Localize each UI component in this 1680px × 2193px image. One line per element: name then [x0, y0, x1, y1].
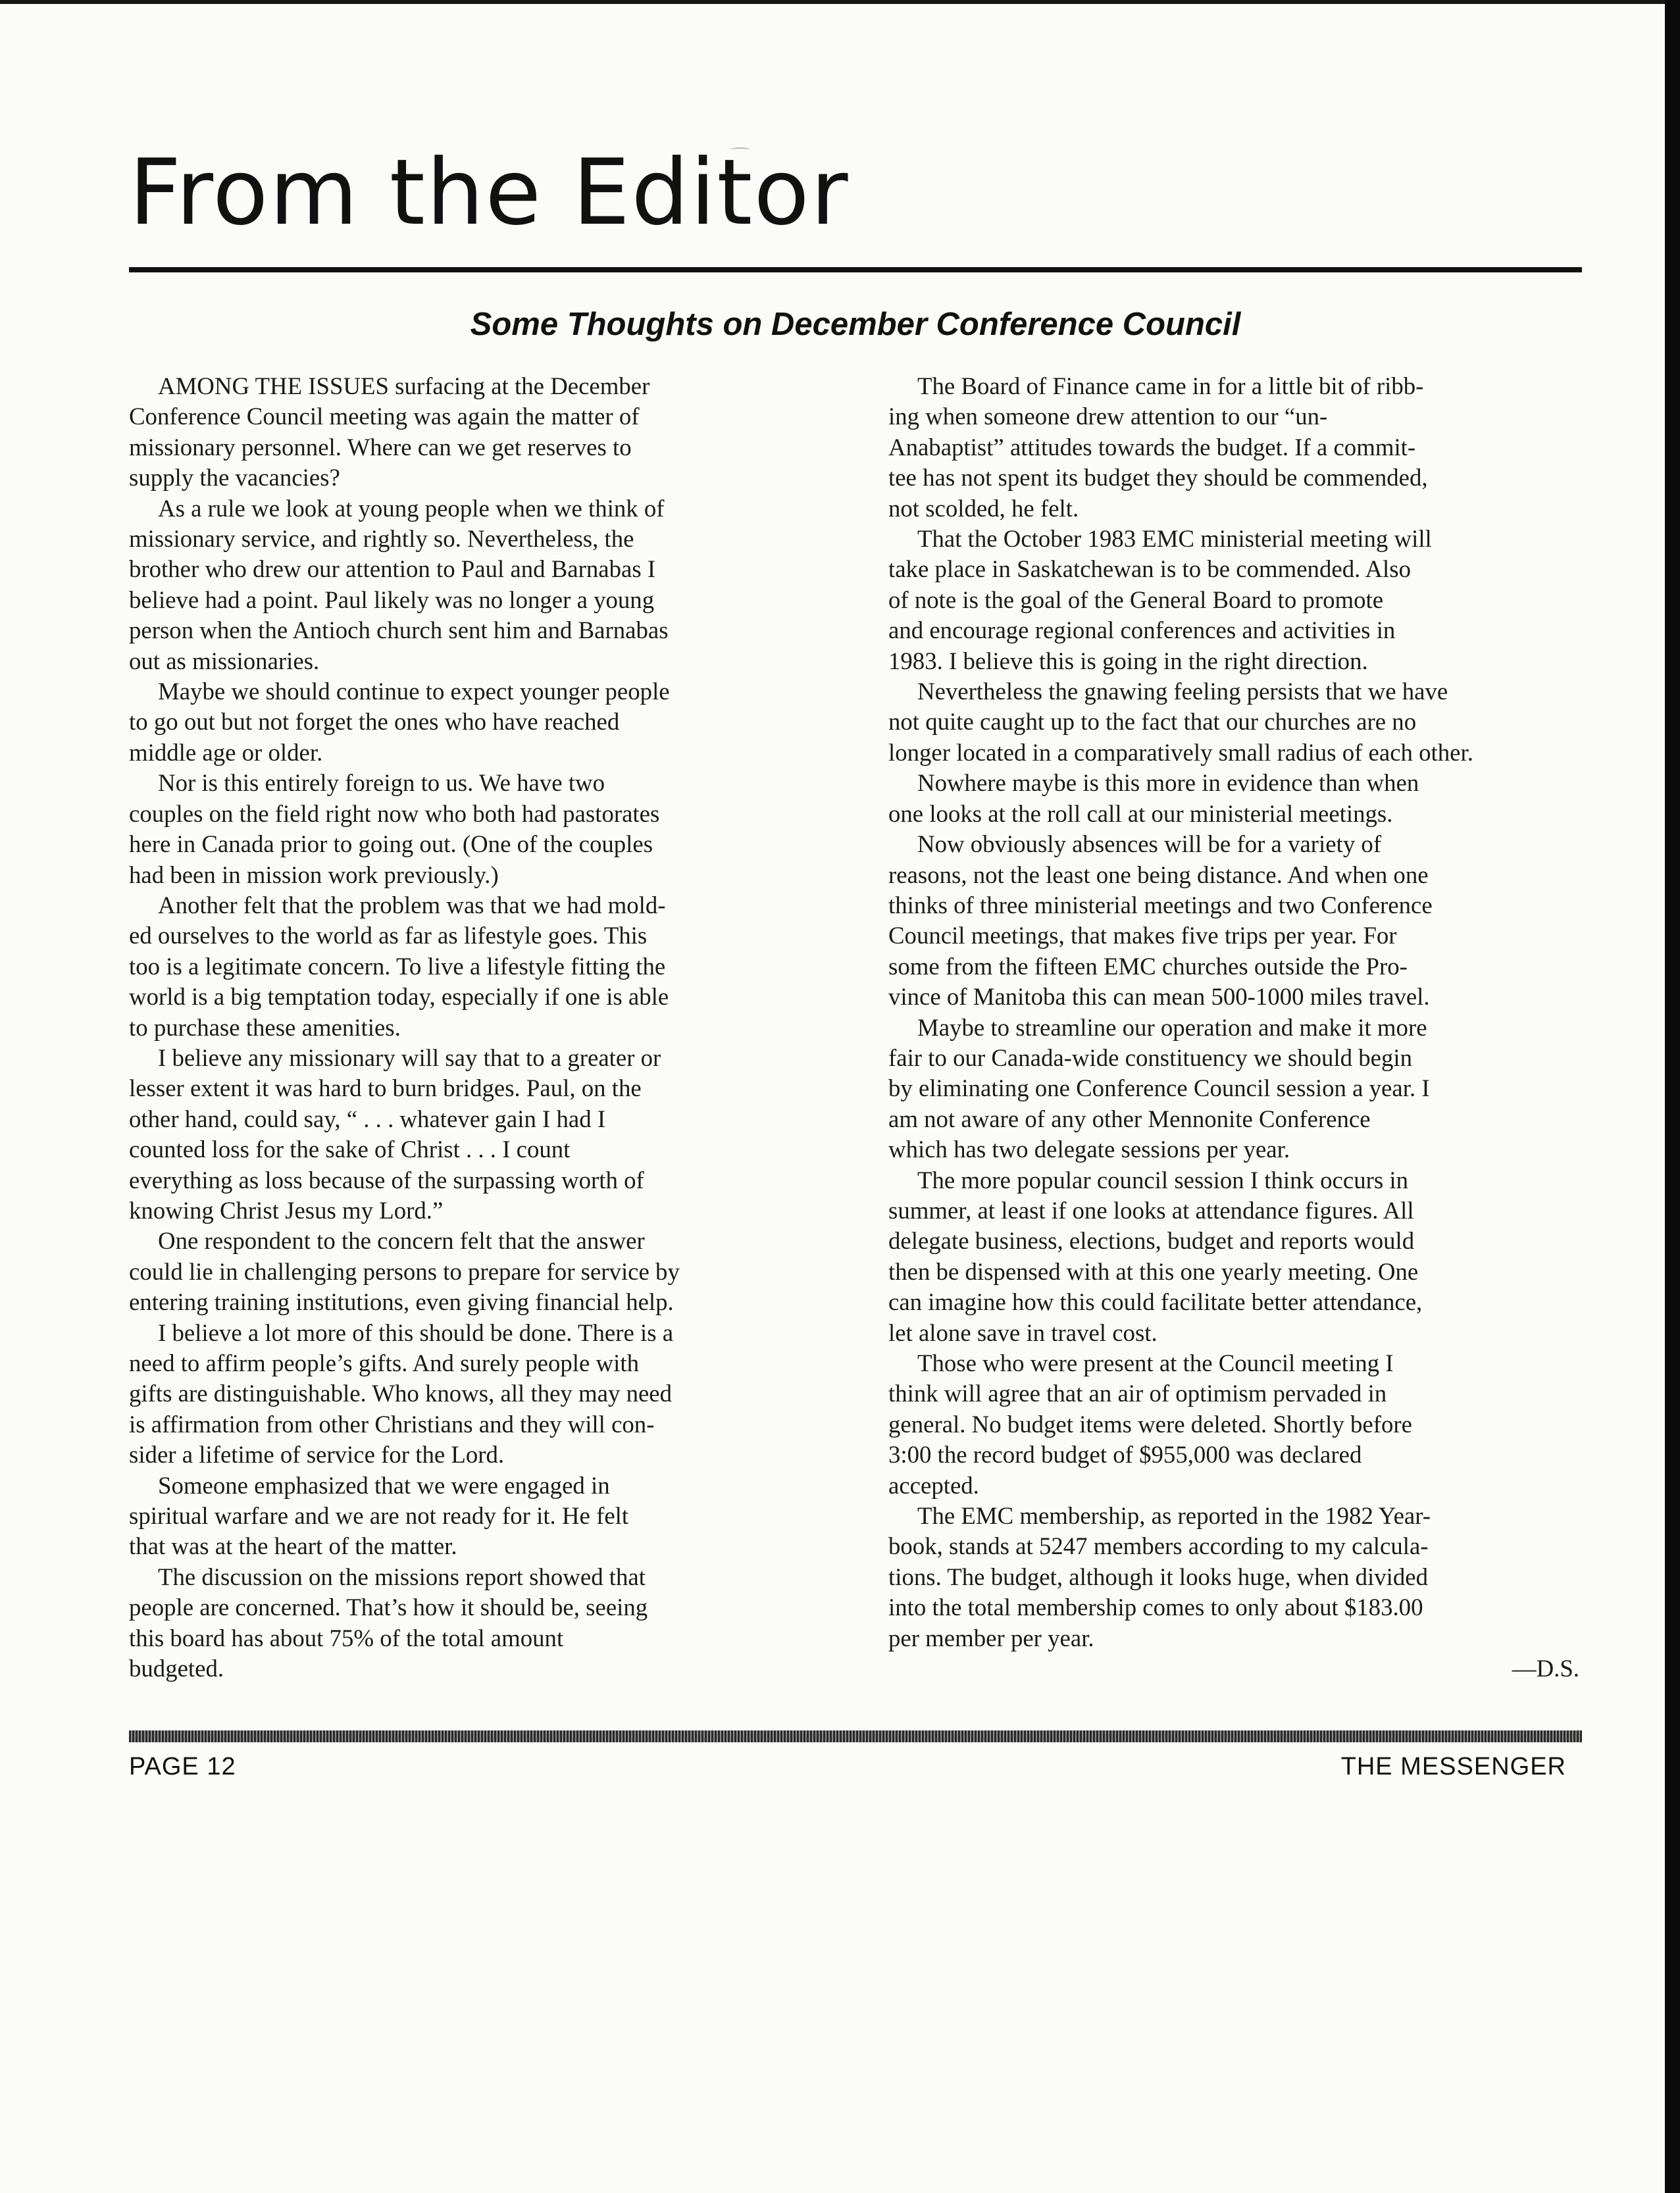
paragraph: Maybe we should continue to expect younger people to go out but not forget the ones who have reached middle age or older.: [129, 678, 670, 766]
paragraph: Another felt that the problem was that we had mold- ed ourselves to the world as far as lifestyle goes. This too is a legitimate concern. To live a lifestyle fitting the world is a big temptation today, especially if one is able to purchase these amenities.: [129, 891, 669, 1041]
paragraph: Maybe to streamline our operation and make it more fair to our Canada-wide constituency we should begin by eliminating one Conference Council session a year. I am not aware of any other Mennonite Conference which has two delegate sessions per year.: [888, 1013, 1430, 1163]
paragraph: Someone emphasized that we were engaged in spiritual warfare and we are not ready for it. He felt that was at the heart of the matter.: [129, 1471, 629, 1560]
article-column-right: [888, 371, 1586, 1653]
paragraph: The discussion on the missions report showed that people are concerned. That’s how it should be, seeing this board has about 75% of the total amount budgeted.: [129, 1563, 648, 1682]
publication-name: THE MESSENGER: [1340, 1753, 1566, 1780]
paragraph: As a rule we look at young people when we think of missionary service, and rightly so. Nevertheless, the brother who drew our attention to Paul and Barnabas I believe had a point. Paul likely was no longer a young person when the Antioch church sent him and Barnabas out as missionaries.: [129, 494, 669, 674]
scan-edge: [1665, 0, 1680, 2193]
paragraph: AMONG THE ISSUES surfacing at the December Conference Council meeting was again the matter of missionary personnel. Where can we get reserves to supply the vacancies?: [129, 372, 650, 492]
paragraph: Those who were present at the Council meeting I think will agree that an air of optimism pervaded in general. No budget items were deleted. Shortly before 3:00 the record budget of $955,000 was declared accepted.: [888, 1349, 1412, 1499]
footer-rule: [129, 1730, 1582, 1742]
paragraph: One respondent to the concern felt that the answer could lie in challenging persons to prepare for service by entering training institutions, even giving financial help.: [129, 1227, 680, 1316]
article-column-left: [129, 371, 827, 1684]
section-title: From the Editor: [129, 139, 850, 245]
author-signature: —D.S.: [1512, 1655, 1579, 1682]
paragraph: Now obviously absences will be for a variety of reasons, not the least one being distance. And when one thinks of three ministerial meetings and two Conference Council meetings, that makes five trips per year. For some from the fifteen EMC churches outside the Pro- vince of Manitoba this can mean 500-1000 miles travel.: [888, 830, 1433, 1011]
title-rule: [129, 267, 1582, 272]
paragraph: The EMC membership, as reported in the 1982 Year- book, stands at 5247 members according to my calcula- tions. The budget, although it looks huge, when divided into the total membership comes to only about $183.00 per member per year.: [888, 1502, 1431, 1651]
paragraph: Nor is this entirely foreign to us. We have two couples on the field right now who both had pastorates here in Canada prior to going out. (One of the couples had been in mission work previously.): [129, 769, 660, 888]
article-headline: Some Thoughts on December Conference Council: [470, 307, 1241, 342]
page-number: PAGE 12: [129, 1753, 236, 1780]
paragraph: The Board of Finance came in for a little bit of ribb- ing when someone drew attention to our “un- Anabaptist” attitudes towards the budget. If a commit- tee has not spent its budget they should be commended, not scolded, he felt.: [888, 372, 1428, 522]
paragraph: Nowhere maybe is this more in evidence than when one looks at the roll call at our ministerial meetings.: [888, 769, 1419, 827]
paragraph: That the October 1983 EMC ministerial meeting will take place in Saskatchewan is to be commended. Also of note is the goal of the General Board to promote and encourage regional conferences and activities in 1983. I believe this is going in the right direction.: [888, 525, 1432, 674]
paragraph: Nevertheless the gnawing feeling persists that we have not quite caught up to the fact that our churches are no longer located in a comparatively small radius of each other.: [888, 678, 1473, 766]
paragraph: The more popular council session I think occurs in summer, at least if one looks at attendance figures. All delegate business, elections, budget and reports would then be dispensed with at this one yearly meeting. One can imagine how this could facilitate better attendance, let alone save in travel cost.: [888, 1166, 1423, 1346]
paragraph: I believe any missionary will say that to a greater or lesser extent it was hard to burn bridges. Paul, on the other hand, could say, “ . . . whatever gain I had I counted loss for the sake of Christ . . . I count everything as loss because of the surpassing worth of knowing Christ Jesus my Lord.”: [129, 1044, 661, 1224]
paragraph: I believe a lot more of this should be done. There is a need to affirm people’s gifts. And surely people with gifts are distinguishable. Who knows, all they may need is affirmation from other Christians and they will con- sider a lifetime of service for the Lord.: [129, 1319, 674, 1469]
